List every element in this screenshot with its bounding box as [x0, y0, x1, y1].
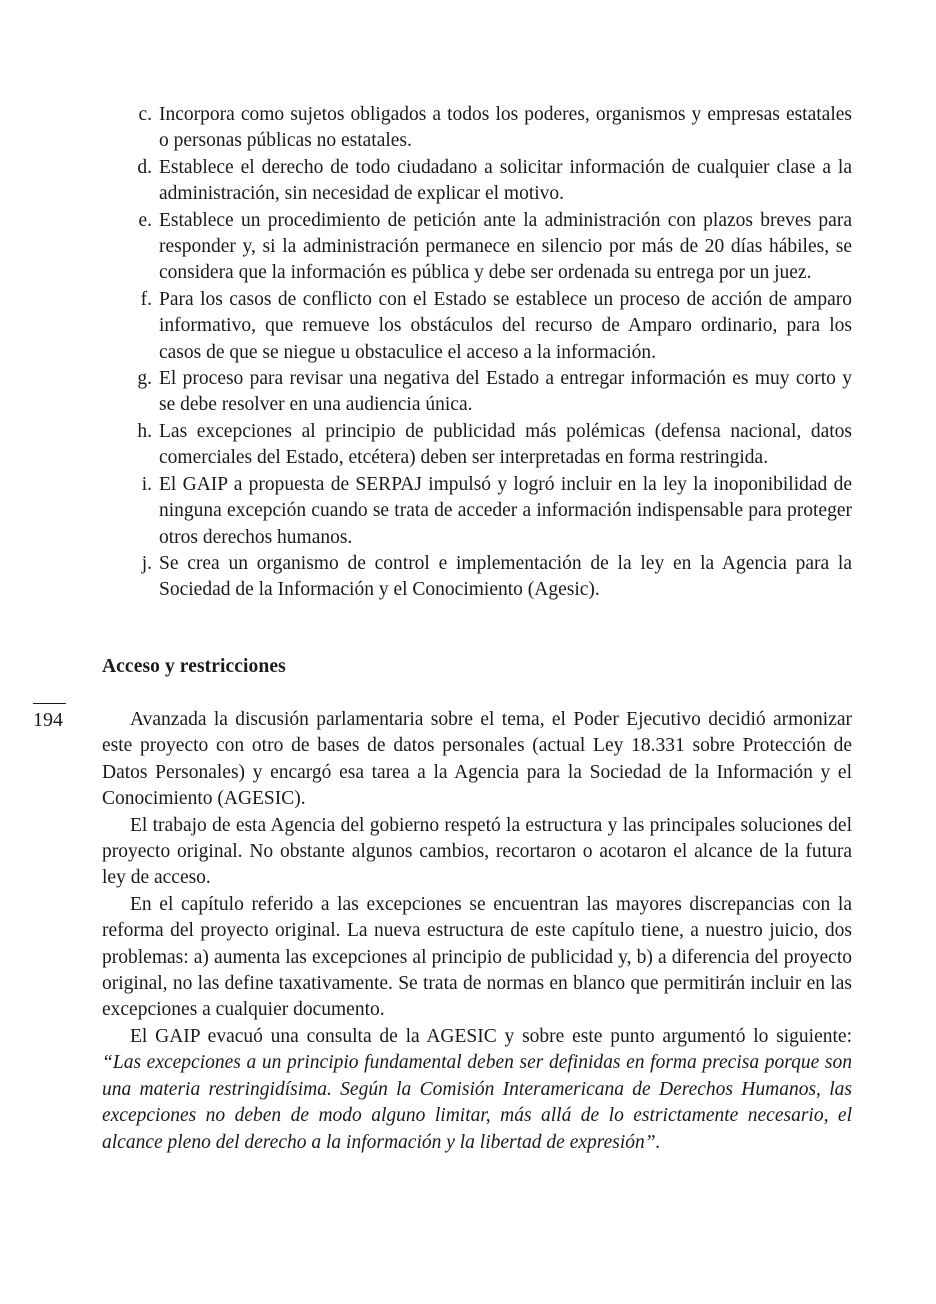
list-item — [102, 287, 852, 366]
list-item-text: Se crea un organismo de control e implementación de la ley en la Agencia para la Sociedad de la Información y el Conocimiento (Agesic). — [159, 552, 852, 601]
list-item — [102, 366, 852, 419]
list-marker: g. — [137, 368, 152, 390]
paragraph: Avanzada la discusión parlamentaria sobre el tema, el Poder Ejecutivo decidió armonizar este proyecto con otro de bases de datos personales (actual Ley 18.331 sobre Protección de Datos Personales) y encargó esa tarea a la Agencia para la Sociedad de la Información y el Conocimiento (AGESIC). — [102, 709, 852, 810]
list-item-text: El proceso para revisar una negativa del Estado a entregar información es muy corto y se debe resolver en una audiencia única. — [159, 368, 852, 416]
list-marker: h. — [137, 420, 152, 442]
list-marker: c. — [138, 104, 152, 125]
list-item-text: El GAIP a propuesta de SERPAJ impulsó y logró incluir en la ley la inoponibilidad de ninguna excepción cuando se trata de acceder a información indispensable para proteger otros derechos humanos. — [159, 473, 852, 548]
enumerated-list — [102, 102, 852, 604]
list-marker: j. — [141, 552, 152, 574]
list-marker: i. — [141, 473, 152, 495]
page-number: 194 — [33, 709, 63, 731]
section-heading: Acceso y restricciones — [102, 656, 286, 677]
list-marker: f. — [140, 288, 152, 310]
paragraph-with-quote — [102, 1024, 852, 1156]
block-quote: “Las excepciones a un principio fundamental deben ser definidas en forma precisa porque son una materia restringidísima. Según la Comisión Interamericana de Derechos Humanos, las excepciones no deben de modo alguno limitar, más allá de lo estrictamente necesario, el alcance pleno del derecho a la información y la libertad de expresión”. — [102, 1052, 852, 1153]
list-item-text: Para los casos de conflicto con el Estado se establece un proceso de acción de amparo informativo, que remueve los obstáculos del recurso de Amparo ordinario, para los casos de que se niegue u obstaculice el acceso a la información. — [159, 288, 852, 363]
list-item-text: Las excepciones al principio de publicidad más polémicas (defensa nacional, datos comerciales del Estado, etcétera) deben ser interpretadas en forma restringida. — [159, 420, 852, 469]
list-item-text: Incorpora como sujetos obligados a todos los poderes, organismos y empresas estatales o personas públicas no estatales. — [159, 104, 852, 152]
list-marker: e. — [138, 209, 152, 231]
list-item — [102, 102, 852, 155]
list-item — [102, 419, 852, 472]
page-number-rule — [33, 703, 66, 704]
body-text — [102, 707, 852, 1156]
list-item — [102, 155, 852, 208]
list-item — [102, 551, 852, 604]
list-marker: d. — [137, 156, 152, 178]
list-item — [102, 208, 852, 287]
paragraph-lead: El GAIP evacuó una consulta de la AGESIC y sobre este punto argumentó lo siguiente: — [130, 1025, 852, 1047]
list-item — [102, 472, 852, 551]
list-item-text: Establece el derecho de todo ciudadano a solicitar información de cualquier clase a la administración, sin necesidad de explicar el motivo. — [159, 156, 852, 205]
paragraph: En el capítulo referido a las excepciones se encuentran las mayores discrepancias con la reforma del proyecto original. La nueva estructura de este capítulo tiene, a nuestro juicio, dos problemas: a) aumenta las excepciones al principio de publicidad y, b) a diferencia del proyecto original, no las define taxativamente. Se trata de normas en blanco que permitirán incluir en las excepciones a cualquier documento. — [102, 893, 852, 1021]
paragraph: El trabajo de esta Agencia del gobierno respetó la estructura y las principales soluciones del proyecto original. No obstante algunos cambios, recortaron o acotaron el alcance de la futura ley de acceso. — [102, 814, 852, 889]
list-item-text: Establece un procedimiento de petición ante la administración con plazos breves para responder y, si la administración permanece en silencio por más de 20 días hábiles, se considera que la información es pública y debe ser ordenada su entrega por un juez. — [159, 209, 852, 284]
